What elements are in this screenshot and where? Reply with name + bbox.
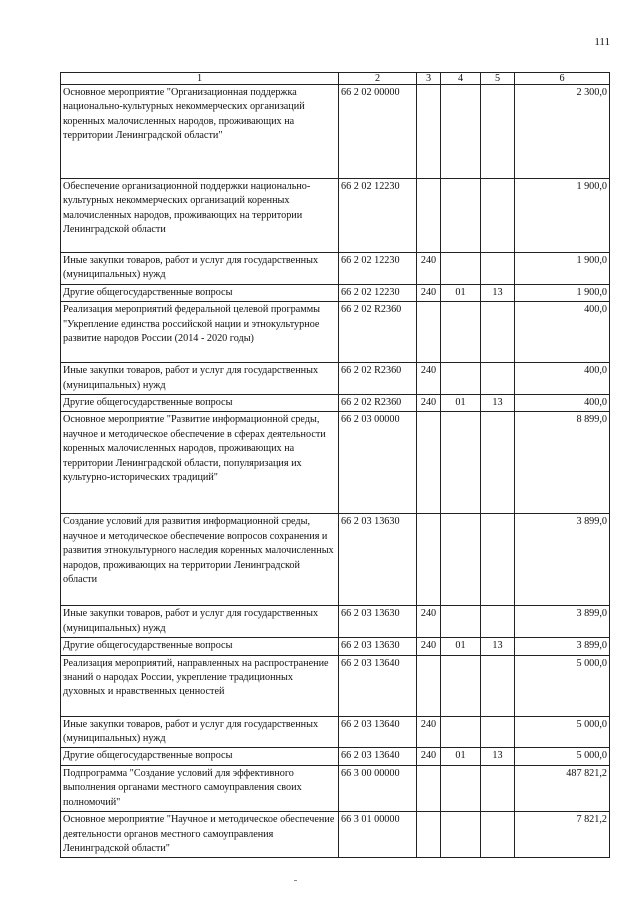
row-col4: [441, 412, 481, 514]
row-name: Другие общегосударственные вопросы: [61, 638, 339, 655]
row-code: 66 2 03 13630: [339, 514, 417, 606]
row-name: Основное мероприятие "Развитие информационной среды, научное и методическое обеспечение в сферах деятельности коренных малочисленных народов, проживающих на территории Ленинградской области, популяризация их культурно-исторических традиций": [61, 412, 339, 514]
row-col5: [481, 765, 515, 811]
table-row: [61, 655, 610, 716]
row-col5: [481, 412, 515, 514]
row-name: Обеспечение организационной поддержки национально-культурных некоммерческих организаций коренных малочисленных народов, проживающих на территории Ленинградской области: [61, 179, 339, 253]
row-col4: [441, 765, 481, 811]
row-col4: 01: [441, 395, 481, 412]
row-name: Основное мероприятие "Научное и методическое обеспечение деятельности органов местного самоуправления Ленинградской области": [61, 812, 339, 858]
row-col4: [441, 363, 481, 395]
table-row: [61, 284, 610, 301]
row-col5: [481, 302, 515, 363]
row-amount: 2 300,0: [515, 85, 610, 179]
row-col4: 01: [441, 284, 481, 301]
row-amount: 400,0: [515, 395, 610, 412]
row-col5: [481, 716, 515, 748]
row-col3: 240: [417, 606, 441, 638]
row-amount: 5 000,0: [515, 748, 610, 765]
row-col5: [481, 514, 515, 606]
header-row: [61, 73, 610, 85]
table-row: [61, 765, 610, 811]
row-amount: 1 900,0: [515, 284, 610, 301]
row-col5: 13: [481, 748, 515, 765]
row-col4: [441, 514, 481, 606]
table-row: [61, 302, 610, 363]
budget-table: [60, 72, 610, 858]
table-row: [61, 748, 610, 765]
row-amount: 8 899,0: [515, 412, 610, 514]
row-col3: 240: [417, 395, 441, 412]
row-code: 66 2 03 13630: [339, 606, 417, 638]
row-code: 66 2 02 R2360: [339, 363, 417, 395]
scan-speck: [294, 880, 297, 881]
row-code: 66 2 02 R2360: [339, 395, 417, 412]
table-row: [61, 395, 610, 412]
row-col5: [481, 253, 515, 285]
row-col5: [481, 179, 515, 253]
row-col3: 240: [417, 638, 441, 655]
row-amount: 3 899,0: [515, 638, 610, 655]
column-header-3: 3: [417, 73, 441, 85]
row-amount: 487 821,2: [515, 765, 610, 811]
row-col5: [481, 812, 515, 858]
row-col3: 240: [417, 253, 441, 285]
row-col5: [481, 363, 515, 395]
row-name: Основное мероприятие "Организационная поддержка национально-культурных некоммерческих организаций коренных малочисленных народов, проживающих на территории Ленинградской области": [61, 85, 339, 179]
table-row: [61, 412, 610, 514]
row-col4: [441, 606, 481, 638]
row-col3: 240: [417, 716, 441, 748]
row-col5: [481, 606, 515, 638]
row-amount: 400,0: [515, 302, 610, 363]
row-amount: 3 899,0: [515, 514, 610, 606]
row-col4: [441, 812, 481, 858]
row-col4: [441, 253, 481, 285]
table-row: [61, 716, 610, 748]
table-row: [61, 179, 610, 253]
row-amount: 400,0: [515, 363, 610, 395]
row-col5: 13: [481, 395, 515, 412]
row-col3: [417, 655, 441, 716]
table-row: [61, 606, 610, 638]
column-header-5: 5: [481, 73, 515, 85]
table-row: [61, 514, 610, 606]
table-row: [61, 812, 610, 858]
row-code: 66 2 02 12230: [339, 253, 417, 285]
row-col4: 01: [441, 638, 481, 655]
row-name: Реализация мероприятий федеральной целевой программы "Укрепление единства российской нации и этнокультурное развитие народов России (2014 - 2020 годы): [61, 302, 339, 363]
row-col3: 240: [417, 363, 441, 395]
row-amount: 3 899,0: [515, 606, 610, 638]
row-col3: [417, 302, 441, 363]
row-amount: 5 000,0: [515, 716, 610, 748]
row-col4: [441, 716, 481, 748]
row-name: Иные закупки товаров, работ и услуг для государственных (муниципальных) нужд: [61, 363, 339, 395]
row-col3: [417, 412, 441, 514]
row-code: 66 2 02 12230: [339, 179, 417, 253]
row-col3: 240: [417, 284, 441, 301]
row-code: 66 2 03 00000: [339, 412, 417, 514]
row-amount: 1 900,0: [515, 253, 610, 285]
row-col3: [417, 85, 441, 179]
row-code: 66 2 03 13640: [339, 716, 417, 748]
row-code: 66 2 03 13640: [339, 655, 417, 716]
row-amount: 5 000,0: [515, 655, 610, 716]
row-col4: [441, 302, 481, 363]
row-code: 66 3 01 00000: [339, 812, 417, 858]
row-col5: [481, 655, 515, 716]
row-name: Другие общегосударственные вопросы: [61, 395, 339, 412]
row-col3: [417, 812, 441, 858]
row-code: 66 2 02 00000: [339, 85, 417, 179]
table-row: [61, 253, 610, 285]
row-name: Реализация мероприятий, направленных на распространение знаний о народах России, укрепление традиционных духовных и нравственных ценностей: [61, 655, 339, 716]
row-code: 66 2 03 13630: [339, 638, 417, 655]
row-name: Другие общегосударственные вопросы: [61, 284, 339, 301]
row-amount: 1 900,0: [515, 179, 610, 253]
row-code: 66 2 02 R2360: [339, 302, 417, 363]
column-header-4: 4: [441, 73, 481, 85]
row-amount: 7 821,2: [515, 812, 610, 858]
row-name: Подпрограмма "Создание условий для эффективного выполнения органами местного самоуправления своих полномочий": [61, 765, 339, 811]
column-header-code: 2: [339, 73, 417, 85]
row-col4: 01: [441, 748, 481, 765]
column-header-amount: 6: [515, 73, 610, 85]
row-col3: 240: [417, 748, 441, 765]
row-col3: [417, 765, 441, 811]
row-name: Иные закупки товаров, работ и услуг для государственных (муниципальных) нужд: [61, 606, 339, 638]
row-code: 66 2 02 12230: [339, 284, 417, 301]
row-col5: 13: [481, 284, 515, 301]
row-col3: [417, 514, 441, 606]
table-row: [61, 85, 610, 179]
row-code: 66 3 00 00000: [339, 765, 417, 811]
column-header-name: 1: [61, 73, 339, 85]
row-name: Иные закупки товаров, работ и услуг для государственных (муниципальных) нужд: [61, 253, 339, 285]
page-number: 111: [594, 36, 610, 48]
row-code: 66 2 03 13640: [339, 748, 417, 765]
row-name: Создание условий для развития информационной среды, научное и методическое обеспечение вопросов сохранения и развития этнокультурного наследия коренных малочисленных народов, проживающих на территории Ленинградской области: [61, 514, 339, 606]
table-row: [61, 638, 610, 655]
row-col4: [441, 655, 481, 716]
row-name: Иные закупки товаров, работ и услуг для государственных (муниципальных) нужд: [61, 716, 339, 748]
row-col4: [441, 85, 481, 179]
row-name: Другие общегосударственные вопросы: [61, 748, 339, 765]
row-col4: [441, 179, 481, 253]
row-col3: [417, 179, 441, 253]
table-row: [61, 363, 610, 395]
row-col5: 13: [481, 638, 515, 655]
row-col5: [481, 85, 515, 179]
